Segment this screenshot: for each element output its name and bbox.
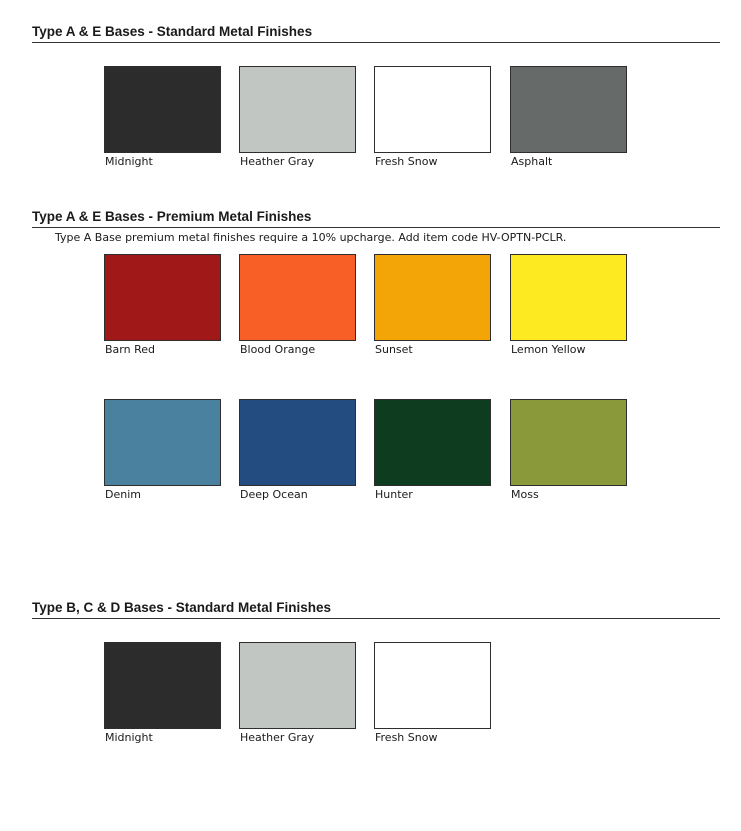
swatch-row (32, 66, 720, 176)
section-title: Type A & E Bases - Premium Metal Finishes (32, 209, 720, 228)
swatch-label: Hunter (375, 488, 413, 501)
swatch-hunter (374, 399, 491, 486)
swatch-item-heather-gray (239, 66, 359, 168)
swatch-deep-ocean (239, 399, 356, 486)
swatch-item-heather-gray (239, 642, 359, 744)
swatch-item-moss (510, 399, 630, 501)
swatch-sunset (374, 254, 491, 341)
swatch-item-denim (104, 399, 224, 501)
swatch-fresh-snow (374, 66, 491, 153)
section-type-ae-premium (32, 209, 720, 509)
swatch-label: Fresh Snow (375, 155, 438, 168)
swatch-item-deep-ocean (239, 399, 359, 501)
section-title: Type A & E Bases - Standard Metal Finishes (32, 24, 720, 43)
swatch-item-hunter (374, 399, 494, 501)
swatch-fresh-snow (374, 642, 491, 729)
swatch-midnight (104, 66, 221, 153)
swatch-item-midnight (104, 66, 224, 168)
swatch-item-fresh-snow (374, 642, 494, 744)
swatch-moss (510, 399, 627, 486)
swatch-heather-gray (239, 66, 356, 153)
swatch-label: Deep Ocean (240, 488, 308, 501)
swatch-item-lemon-yellow (510, 254, 630, 356)
swatch-label: Fresh Snow (375, 731, 438, 744)
swatch-label: Lemon Yellow (511, 343, 586, 356)
swatch-label: Asphalt (511, 155, 553, 168)
swatch-item-asphalt (510, 66, 630, 168)
swatch-row (32, 642, 720, 752)
swatch-label: Sunset (375, 343, 413, 356)
swatch-item-sunset (374, 254, 494, 356)
section-type-bcd-standard (32, 600, 720, 752)
swatch-item-blood-orange (239, 254, 359, 356)
upcharge-note: Type A Base premium metal finishes require a 10% upcharge. Add item code HV-OPTN-PCLR. (55, 231, 567, 244)
swatch-item-fresh-snow (374, 66, 494, 168)
section-title: Type B, C & D Bases - Standard Metal Finishes (32, 600, 720, 619)
swatch-label: Blood Orange (240, 343, 316, 356)
swatch-label: Midnight (105, 155, 153, 168)
swatch-item-barn-red (104, 254, 224, 356)
swatch-label: Barn Red (105, 343, 155, 356)
swatch-lemon-yellow (510, 254, 627, 341)
swatch-denim (104, 399, 221, 486)
swatch-blood-orange (239, 254, 356, 341)
swatch-label: Heather Gray (240, 155, 315, 168)
swatch-label: Heather Gray (240, 731, 315, 744)
section-type-ae-standard (32, 24, 720, 176)
swatch-midnight (104, 642, 221, 729)
swatch-heather-gray (239, 642, 356, 729)
swatch-barn-red (104, 254, 221, 341)
swatch-item-midnight (104, 642, 224, 744)
swatch-label: Denim (105, 488, 141, 501)
swatch-row (32, 254, 720, 399)
swatch-row (32, 399, 720, 509)
swatch-label: Midnight (105, 731, 153, 744)
swatch-asphalt (510, 66, 627, 153)
swatch-label: Moss (511, 488, 539, 501)
